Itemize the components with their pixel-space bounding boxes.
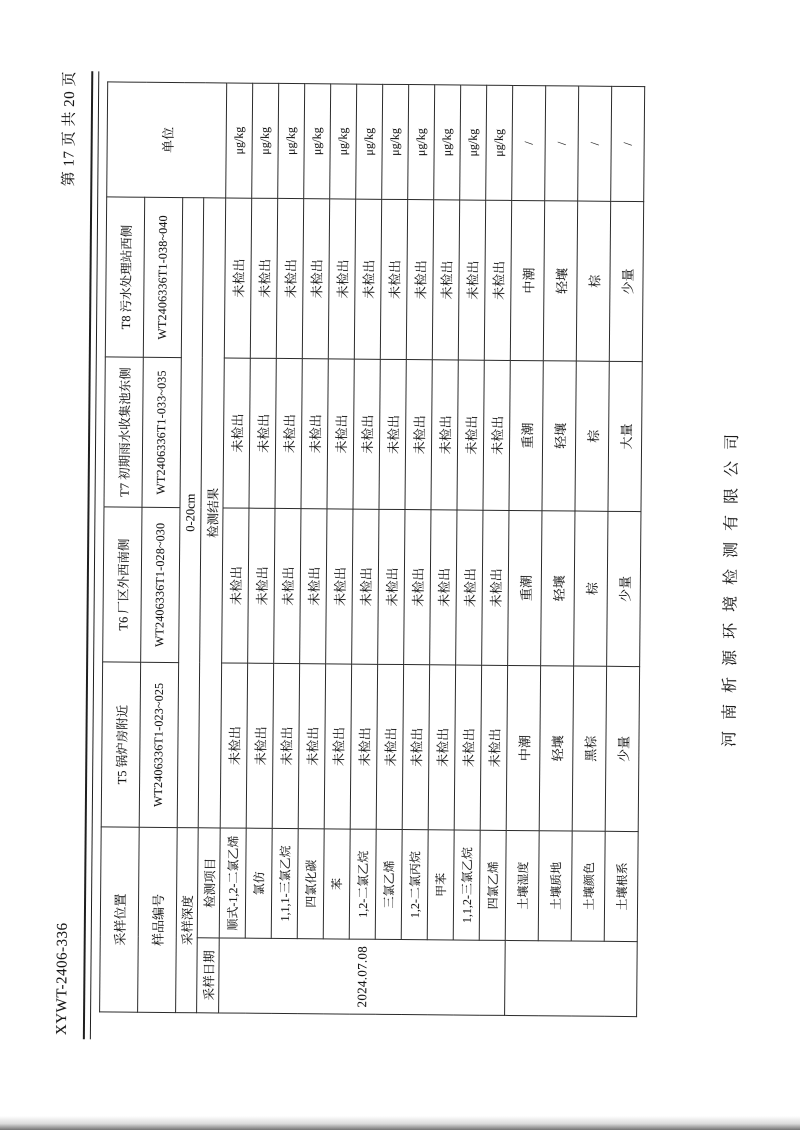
- result-cell: 未检出: [350, 664, 377, 829]
- page-indicator: 第 17 页 共 20 页: [61, 71, 79, 187]
- result-cell: 未检出: [379, 359, 406, 509]
- result-cell: 未检出: [378, 509, 405, 664]
- doc-number: XYWT-2406-336: [53, 922, 71, 1036]
- item-name-cell: 土壤颜色: [571, 831, 605, 941]
- item-name-cell: 1,2-二氯丙烷: [401, 830, 428, 940]
- result-cell: 中潮: [506, 665, 540, 830]
- result-cell: 轻壤: [539, 666, 573, 831]
- location-header-t5: T5 锅炉房附近: [101, 662, 140, 827]
- table-row: [604, 86, 645, 1016]
- result-cell: 大量: [608, 361, 642, 511]
- result-cell: 未检出: [274, 508, 301, 663]
- result-cell: 未检出: [404, 510, 431, 665]
- result-cell: 未检出: [301, 359, 328, 509]
- result-cell: 未检出: [300, 509, 327, 664]
- unit-cell: μg/kg: [434, 85, 461, 200]
- row-label-location: 采样位置: [100, 827, 140, 1012]
- result-cell: 未检出: [428, 665, 455, 830]
- result-cell: 未检出: [457, 360, 484, 510]
- row-label-item: 检测项目: [197, 828, 220, 938]
- result-cell: 未检出: [454, 665, 481, 830]
- unit-cell: μg/kg: [252, 83, 279, 198]
- depth-value-cell: 0-20cm: [177, 198, 203, 828]
- item-name-cell: 1,1,2-三氯乙烷: [453, 830, 480, 940]
- result-cell: 未检出: [456, 510, 483, 665]
- row-label-depth: 采样深度: [176, 828, 199, 1013]
- result-cell: 未检出: [376, 664, 403, 829]
- sample-code-t5: WT2406336T1-023~025: [139, 662, 178, 827]
- unit-cell: /: [611, 86, 645, 201]
- item-name-cell: 土壤湿度: [505, 830, 539, 940]
- unit-cell: μg/kg: [486, 85, 513, 200]
- unit-cell: /: [578, 86, 612, 201]
- result-cell: 未检出: [380, 199, 407, 359]
- result-cell: 未检出: [224, 198, 251, 358]
- result-cell: 未检出: [406, 200, 433, 360]
- item-name-cell: 氯仿: [245, 828, 272, 938]
- result-cell: 中潮: [510, 200, 544, 360]
- result-cell: 未检出: [246, 663, 273, 828]
- document-header: [50, 71, 79, 1035]
- sample-code-t7: WT2406336T1-033~035: [142, 357, 181, 507]
- item-name-cell: 土壤质地: [538, 831, 572, 941]
- result-cell: 黑棕: [572, 666, 606, 831]
- result-cell: 未检出: [327, 359, 354, 509]
- location-header-t7: T7 初期雨水收集池东侧: [104, 357, 143, 507]
- item-name-cell: 四氯化碳: [297, 829, 324, 939]
- unit-cell: μg/kg: [408, 85, 435, 200]
- result-cell: 少量: [609, 201, 643, 361]
- result-cell: 未检出: [272, 663, 299, 828]
- result-cell: 未检出: [223, 358, 250, 508]
- unit-cell: μg/kg: [330, 84, 357, 199]
- item-name-cell: 1,1,1-三氯乙烷: [271, 828, 298, 938]
- result-cell: 少量: [607, 511, 641, 666]
- results-table: [99, 81, 645, 1017]
- result-cell: 未检出: [276, 198, 303, 358]
- sample-code-t8: WT2406336T1-038~040: [143, 197, 182, 357]
- item-name-cell: 1,2-二氯乙烷: [349, 829, 376, 939]
- unit-cell: μg/kg: [460, 85, 487, 200]
- result-cell: 未检出: [432, 200, 459, 360]
- item-name-cell: 苯: [323, 829, 350, 939]
- item-name-cell: 土壤根系: [604, 831, 638, 941]
- result-cell: 未检出: [249, 358, 276, 508]
- result-cell: 轻壤: [542, 361, 576, 511]
- result-cell: 未检出: [484, 200, 511, 360]
- result-cell: 未检出: [328, 199, 355, 359]
- result-cell: 未检出: [326, 509, 353, 664]
- result-cell: 棕: [576, 201, 610, 361]
- item-name-cell: 四氯乙烯: [479, 830, 506, 940]
- scan-edge-shadow: [0, 1116, 800, 1130]
- result-cell: 未检出: [324, 664, 351, 829]
- result-cell: 未检出: [222, 508, 249, 663]
- result-cell: 少量: [605, 666, 639, 831]
- unit-cell: μg/kg: [278, 83, 305, 198]
- result-cell: 未检出: [352, 509, 379, 664]
- result-cell: 未检出: [353, 359, 380, 509]
- unit-cell: μg/kg: [382, 84, 409, 199]
- result-cell: 轻壤: [541, 511, 575, 666]
- result-cell: 未检出: [405, 360, 432, 510]
- result-cell: 未检出: [302, 199, 329, 359]
- item-name-cell: 甲苯: [427, 830, 454, 940]
- location-header-t6: T6 厂区外西南侧: [103, 507, 142, 662]
- result-cell: 未检出: [430, 510, 457, 665]
- result-cell: 重潮: [509, 360, 543, 510]
- result-cell: 未检出: [482, 510, 509, 665]
- unit-cell: /: [545, 86, 579, 201]
- result-cell: 棕: [574, 511, 608, 666]
- result-cell: 轻壤: [543, 201, 577, 361]
- result-cell: 重潮: [508, 510, 542, 665]
- unit-cell: μg/kg: [356, 84, 383, 199]
- unit-cell: μg/kg: [304, 84, 331, 199]
- unit-column-header: 单位: [107, 82, 227, 198]
- company-footer: 河南析源环境检测有限公司: [721, 422, 742, 747]
- sampling-date-cell: [505, 940, 638, 1016]
- result-cell: 未检出: [298, 664, 325, 829]
- result-header-cell: 检测结果: [198, 198, 225, 828]
- item-name-cell: 三氯乙烯: [375, 829, 402, 939]
- location-header-t8: T8 污水处理站西侧: [105, 197, 144, 357]
- sampling-date-cell: 2024.07.08: [219, 938, 506, 1015]
- result-cell: 未检出: [275, 358, 302, 508]
- sample-code-t6: WT2406336T1-028~030: [141, 507, 180, 662]
- result-cell: 未检出: [220, 663, 247, 828]
- row-label-date: 采样日期: [197, 938, 220, 1013]
- results-tbody: [219, 83, 645, 1017]
- result-cell: 未检出: [248, 508, 275, 663]
- item-name-cell: 顺式-1,2-二氯乙烯: [219, 828, 246, 938]
- result-cell: 未检出: [458, 200, 485, 360]
- result-cell: 未检出: [402, 665, 429, 830]
- unit-cell: μg/kg: [226, 83, 253, 198]
- result-cell: 棕: [575, 361, 609, 511]
- header-double-rule: [83, 71, 99, 1039]
- result-cell: 未检出: [480, 665, 507, 830]
- result-cell: 未检出: [431, 360, 458, 510]
- unit-cell: /: [512, 85, 546, 200]
- row-label-sample-no: 样品编号: [138, 827, 178, 1012]
- result-cell: 未检出: [354, 199, 381, 359]
- result-cell: 未检出: [250, 198, 277, 358]
- result-cell: 未检出: [483, 360, 510, 510]
